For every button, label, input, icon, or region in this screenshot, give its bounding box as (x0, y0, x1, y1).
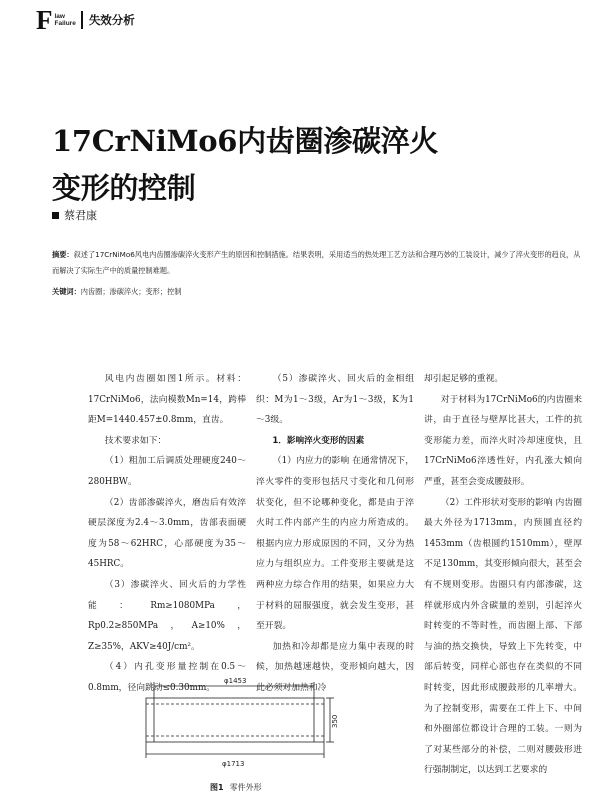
square-bullet-icon (52, 212, 59, 219)
paragraph: （4）内孔变形量控制在0.5～0.8mm，径向跳动≤0.30mm。 (88, 662, 246, 693)
paragraph: （1）粗加工后调质处理硬度240～280HBW。 (88, 456, 246, 487)
part-drawing (138, 672, 338, 782)
paragraph: 却引起足够的重视。 (424, 374, 504, 384)
keywords-text: 内齿圈；渗碳淬火；变形；控制 (80, 287, 182, 296)
section-heading: 1．影响淬火变形的因素 (272, 435, 365, 446)
journal-logo-subtitle: law Failure (54, 13, 76, 27)
figure-caption: 图1 零件外形 (210, 783, 262, 792)
paragraph: 对于材料为17CrNiMo6的内齿圈来讲，由于直径与壁厚比甚大，工件的抗变形能力差，而淬火时冷却速度快，且17CrNiMo6淬透性好，内孔涨大倾向严重，甚至会变成腰鼓形。 (424, 394, 582, 487)
dim-height: 350 (331, 714, 339, 728)
section-title: 失效分析 (88, 13, 135, 27)
author-line (52, 207, 97, 223)
journal-header (36, 6, 135, 34)
paragraph: 技术要求如下： (104, 435, 167, 446)
paragraph: （5）渗碳淬火、回火后的金相组织：M为1～3级，Ar为1～3级，K为1～3级。 (256, 374, 414, 426)
dim-inner-diameter: φ1453 (224, 677, 247, 685)
body-column-3 (424, 369, 582, 781)
paragraph: 风电内齿圈如图1所示。材料：17CrNiMo6，法向模数Mn=14，跨棒距M=1440.457±0.8mm，直齿。 (88, 374, 246, 426)
article-title: 17CrNiMo6内齿圈渗碳淬火 变形的控制 (52, 124, 439, 205)
keywords-label: 关键词： (52, 287, 81, 296)
figure-1 (138, 672, 338, 800)
paragraph: （1）内应力的影响 在通常情况下，淬火零件的变形包括尺寸变化和几何形状变化，但不论哪种变化，都是由于淬火时工件内部产生的内应力所造成的。根据内应力形成原因的不同，又分为热应力与组织应力。工件变形主要就是这两种应力综合作用的结果，如果应力大于材料的屈服强度，就会发生变形，甚至开裂。 (256, 456, 414, 632)
paragraph: 加热和冷却都是应力集中表现的时候，加热越速越快，变形倾向越大，因此必须对加热和冷 (256, 641, 414, 693)
journal-logo: F (36, 4, 53, 35)
body-column-1 (88, 369, 246, 699)
paragraph: （2）齿部渗碳淬火，磨齿后有效淬硬层深度为2.4～3.0mm，齿部表面硬度为58～62HRC，心部硬度为35～45HRC。 (88, 497, 246, 570)
abstract-text: 叙述了17CrNiMo6风电内齿圈渗碳淬火变形产生的原因和控制措施。结果表明，采用适当的热处理工艺方法和合理巧妙的工装设计，减少了淬火变形的趋良，从而解决了实际生产中的质量控制难题。 (52, 250, 581, 275)
body-column-2 (256, 369, 414, 699)
header-divider (81, 11, 83, 29)
abstract-label: 摘要： (52, 250, 74, 259)
author-name: 蔡君康 (64, 209, 97, 222)
paragraph: （3）渗碳淬火、回火后的力学性能：Rm≥1080MPa，Rp0.2≥850MPa，A≥10%，Z≥35%，AKV≥40J/cm²。 (88, 579, 246, 652)
dim-outer-diameter: φ1713 (222, 760, 245, 768)
paragraph: （2）工件形状对变形的影响 内齿圈最大外径为1713mm，内预圆直径约1453mm（齿根圆约1510mm），壁厚不足130mm，其变形倾向很大，甚至会有不规则变形。齿圈只有内部渗碳，这样就形成内外含碳量的差别，引起淬火时转变的不等时性，而齿圈上部、下部与油的热交换快，导致上下先转变，中部后转变，同样心部也存在类似的不同时转变，因此形成腰鼓形的几率增大。为了控制变形，需要在工件上下、中间和外圈部位都设计合理的工装。一则为了对某些部分的补偿，二则对腰鼓形进行强制制定，以达到工艺要求的 (424, 497, 582, 776)
abstract (52, 247, 582, 279)
keywords (52, 287, 181, 297)
